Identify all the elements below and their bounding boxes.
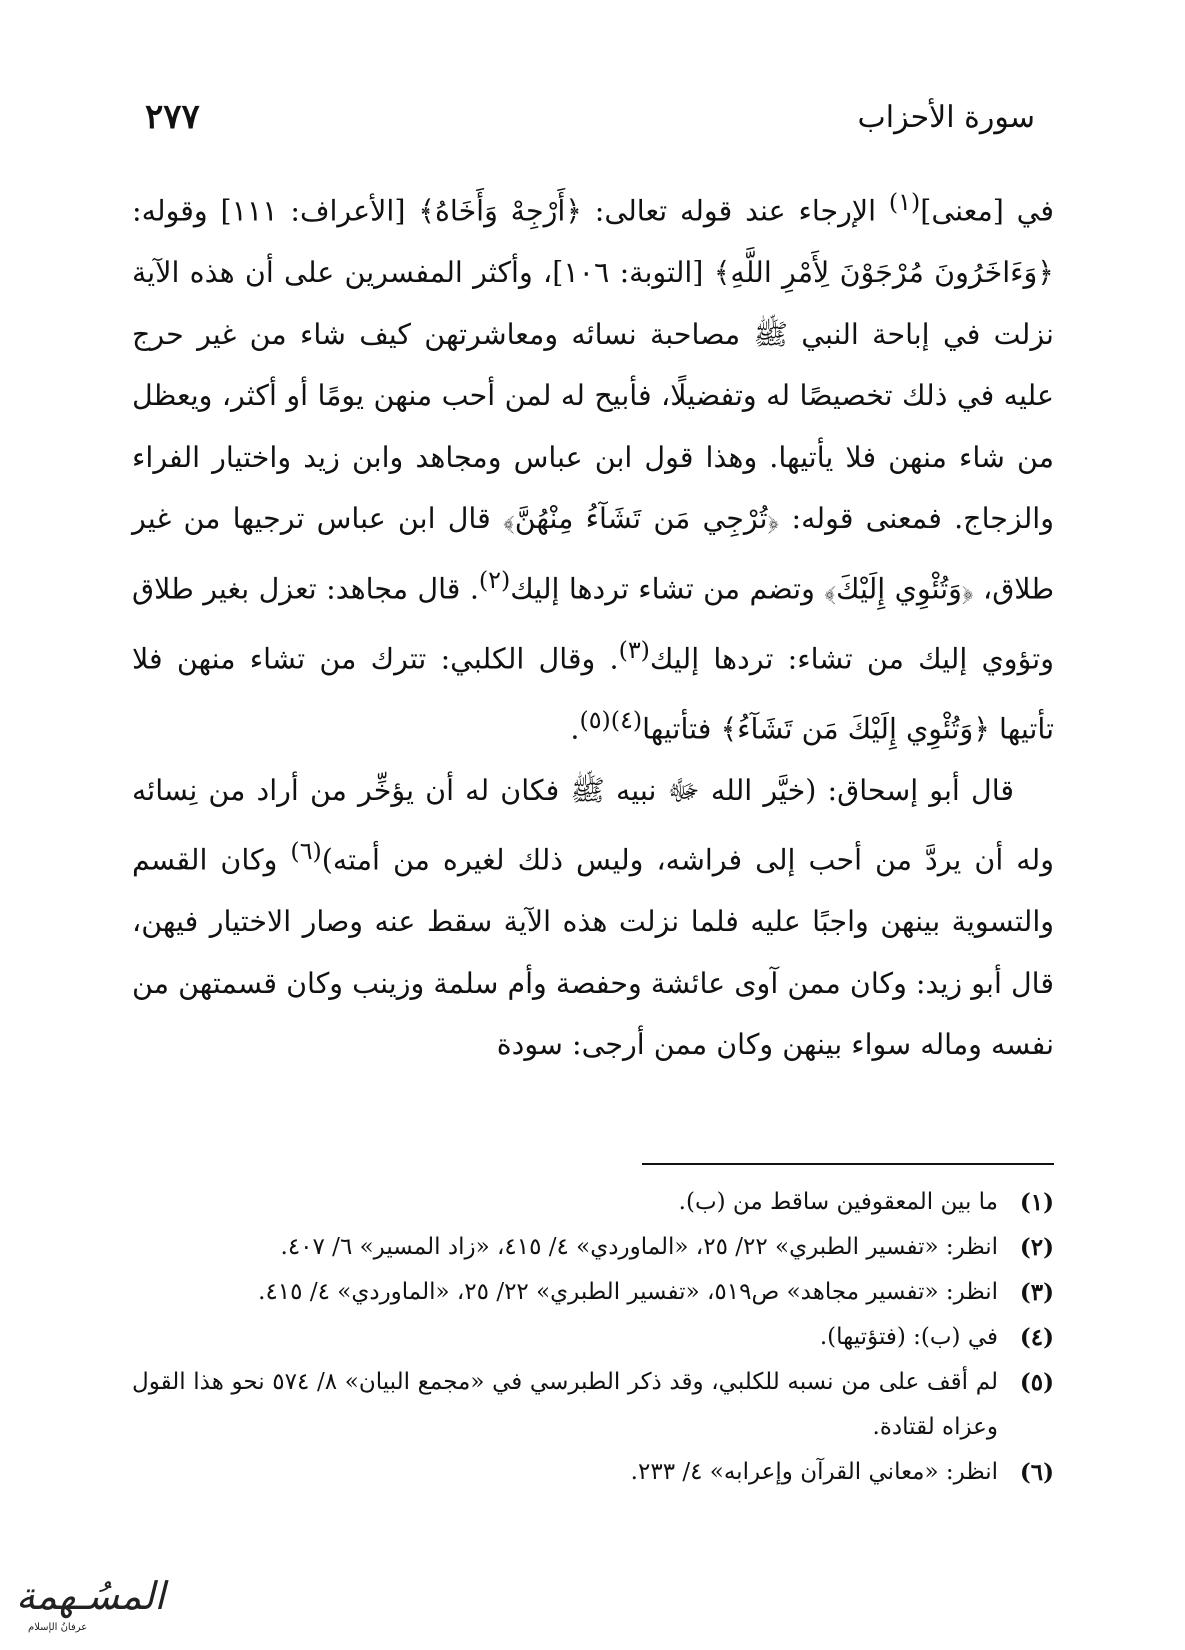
footnote-number: (١) xyxy=(1019,1189,1054,1216)
quran-quote: ﴿وَءَاخَرُونَ مُرْجَوْنَ لِأَمْرِ اللَّهِ﴾ xyxy=(713,256,1054,289)
text-run: . xyxy=(570,712,580,745)
footnote-text: في (ب): (فتؤتيها). xyxy=(819,1324,998,1350)
text-run: . قال مجاهد: تعزل بغير طلاق وتؤوي إليك من تشاء: تردها إليك xyxy=(132,572,1054,675)
text-run: الإرجاء عند قوله تعالى: xyxy=(581,194,889,228)
footnote-text: انظر: «تفسير الطبري» ٢٢/ ٢٥، «الماوردي» ٤/ ٤١٥، «زاد المسير» ٦/ ٤٠٧. xyxy=(280,1234,998,1260)
page-header xyxy=(145,92,1035,142)
logo-text: المسُـهمة xyxy=(16,1574,165,1618)
footnotes xyxy=(132,1180,1054,1495)
footnote-ref-4-5: (٤)(٥) xyxy=(579,705,643,734)
main-text xyxy=(132,172,1054,1076)
footnote-5 xyxy=(132,1360,1054,1450)
footnote-text: ما بين المعقوفين ساقط من (ب). xyxy=(678,1189,998,1215)
footnote-number: (٤) xyxy=(1019,1324,1054,1351)
paragraph-1 xyxy=(132,172,1054,760)
text-run: في [معنى] xyxy=(920,194,1055,228)
quran-quote: ﴿وَتُئْوِي إِلَيْكَ﴾ xyxy=(824,572,974,605)
paragraph-2 xyxy=(132,760,1054,1076)
text-run: وتضم من تشاء تردها إليك xyxy=(510,572,825,605)
footnote-ref-3: (٣) xyxy=(618,635,650,664)
footnote-6 xyxy=(132,1450,1054,1495)
text-run: [التوبة: ١٠٦]، وأكثر المفسرين على أن هذه الآية نزلت في إباحة النبي ﷺ مصاحبة نسائه ومعاشرتهن كيف شاء من غير حرج عليه في ذلك تخصيصًا له وتفضيلًا، فأبيح له لمن أحب منهن يومًا أو أكثر، ويعظل من شاء منهن فلا يأتيها. وهذا قول ابن عباس ومجاهد وابن زيد واختيار الفراء والزجاج. فمعنى قوله: xyxy=(132,256,1054,535)
quran-quote: ﴿أَرْجِهْ وَأَخَاهُ﴾ xyxy=(418,194,582,228)
footnote-ref-2: (٢) xyxy=(478,565,511,594)
text-run: وكان القسم والتسوية بينهن واجبًا عليه فلما نزلت هذه الآية سقط عنه وصار الاختيار فيهن، قال أبو زيد: وكان ممن آوى عائشة وحفصة وأم سلمة وزينب وكان قسمتهن من نفسه وماله سواء بينهن وكان ممن أرجى: سودة xyxy=(132,843,1054,1061)
page-number: ٢٧٧ xyxy=(145,97,200,137)
text-run: قال أبو إسحاق: (خيَّر الله ﷻ نبيه ﷺ فكان له أن يؤخِّر من أراد من نِسائه وله أن يردَّ من أحب إلى فراشه، وليس ذلك لغيره من أمته) xyxy=(132,773,1054,877)
footnote-2 xyxy=(132,1225,1054,1270)
footnote-3 xyxy=(132,1270,1054,1315)
text-run: قال ابن عباس ترجيها من غير طلاق، xyxy=(132,502,1054,605)
footnote-number: (٣) xyxy=(1019,1279,1054,1306)
footnote-text: انظر: «تفسير مجاهد» ص٥١٩، «تفسير الطبري» ٢٢/ ٢٥، «الماوردي» ٤/ ٤١٥. xyxy=(258,1279,998,1305)
footnote-ref-6: (٦) xyxy=(290,837,322,865)
quran-quote: ﴿تُرْجِي مَن تَشَآءُ مِنْهُنَّ﴾ xyxy=(502,502,780,535)
text-run: [الأعراف: ١١١] وقوله: xyxy=(132,194,419,228)
footnote-number: (٦) xyxy=(1019,1459,1054,1486)
surah-title: سورة الأحزاب xyxy=(857,99,1035,135)
footnote-number: (٥) xyxy=(1019,1369,1054,1396)
footnote-text: انظر: «معاني القرآن وإعرابه» ٤/ ٢٣٣. xyxy=(630,1459,998,1485)
quran-quote: ﴿وَتُئْوِي إِلَيْكَ مَن تَشَآءُ﴾ xyxy=(720,712,990,745)
logo-subtext: عرفانُ الإسلام xyxy=(28,1622,88,1633)
footnote-ref-1: (١) xyxy=(888,188,921,216)
footnote-number: (٢) xyxy=(1019,1234,1054,1261)
footnote-1 xyxy=(132,1180,1054,1225)
footnote-divider xyxy=(642,1163,1054,1165)
footnote-text: لم أقف على من نسبه للكلبي، وقد ذكر الطبرسي في «مجمع البيان» ٨/ ٥٧٤ نحو هذا القول وعزاه لقتادة. xyxy=(132,1369,999,1440)
text-run: . وقال الكلبي: تترك من تشاء منهن فلا تأتيها xyxy=(132,642,1054,745)
footnote-4 xyxy=(132,1315,1054,1360)
text-run: فتأتيها xyxy=(642,712,721,745)
publisher-logo xyxy=(8,1568,165,1638)
